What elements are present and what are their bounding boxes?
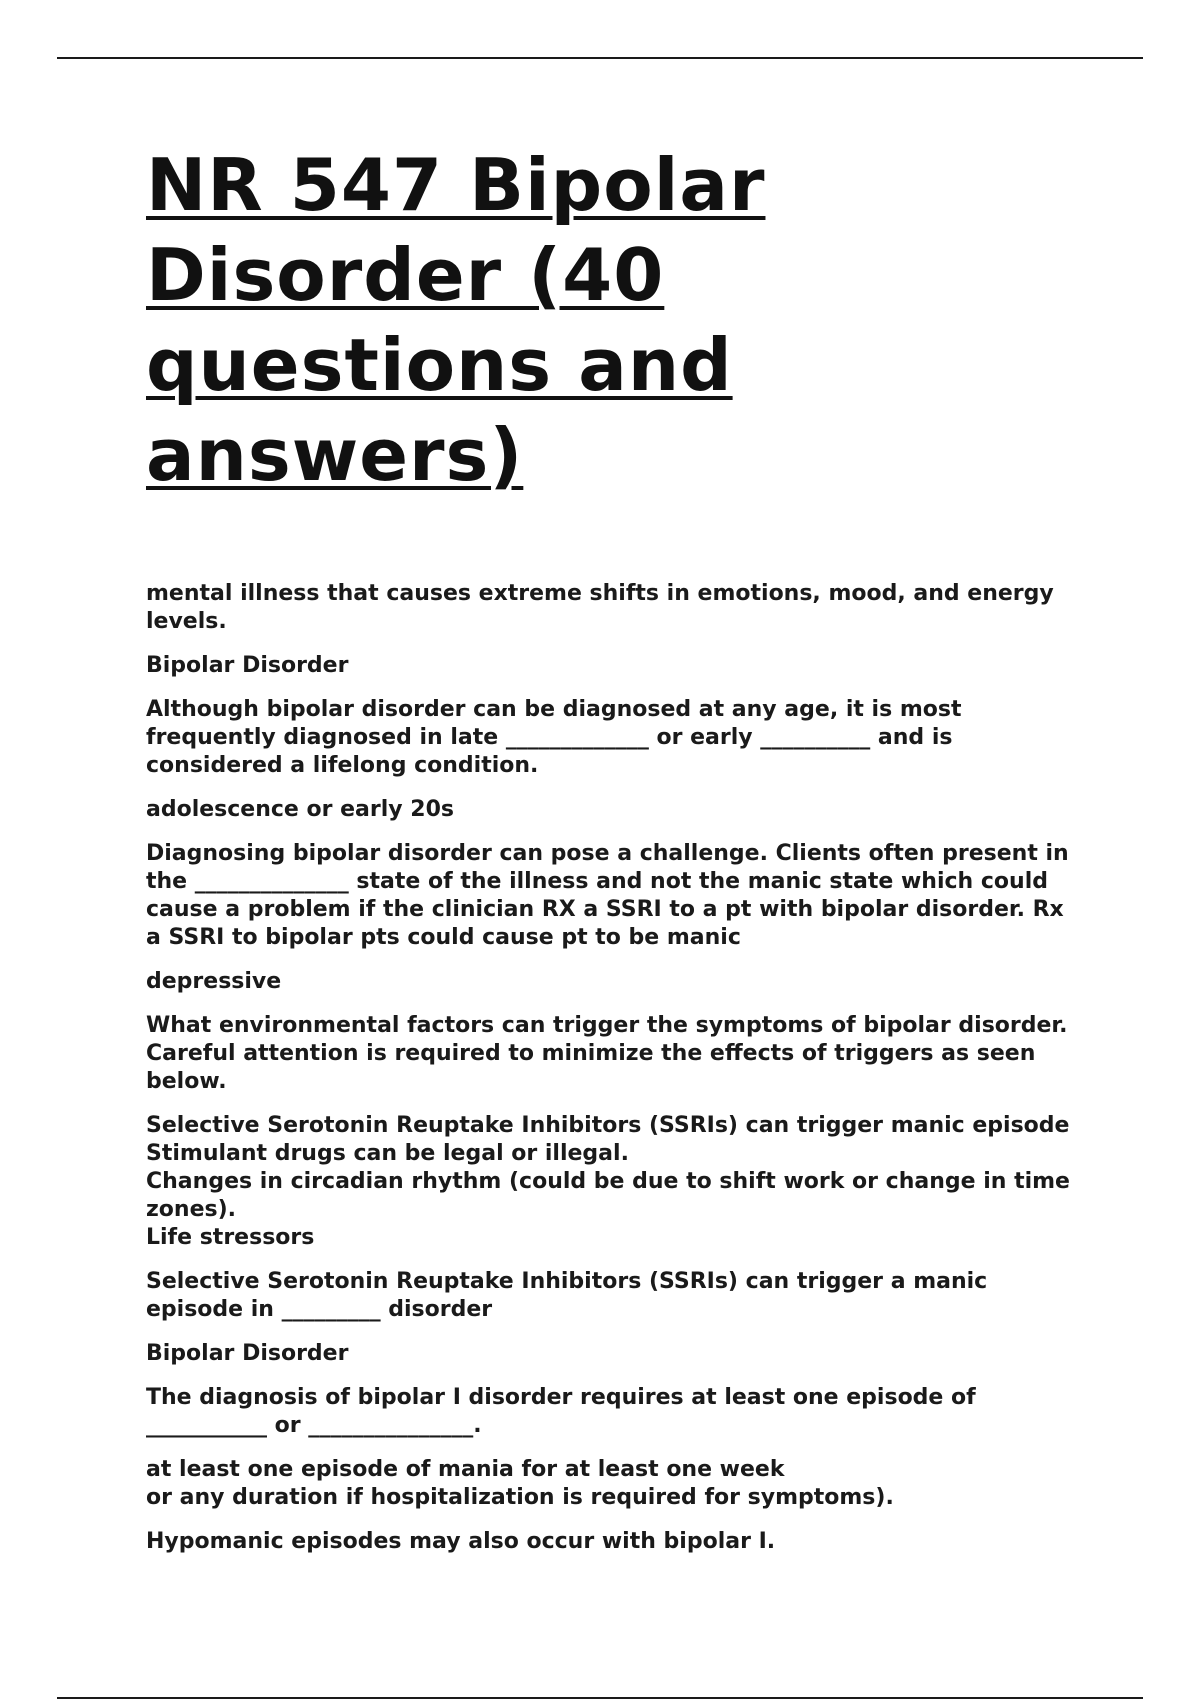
answer-presenting-state: depressive (146, 969, 282, 994)
document-page (146, 140, 1086, 1572)
answer-diagnosis-age: adolescence or early 20s (146, 797, 454, 822)
answer-bipolar-i-diagnosis: at least one episode of mania for at least one week or any duration if hospitalization is required for symptoms). (146, 1457, 894, 1510)
question-presenting-state: Diagnosing bipolar disorder can pose a challenge. Clients often present in the ______________ state of the illness and not the manic state which could cause a problem if the clinician RX a SSRI to a pt with bipolar disorder. Rx a SSRI to bipolar pts could cause pt to be manic (146, 841, 1069, 950)
question-diagnosis-age: Although bipolar disorder can be diagnosed at any age, it is most frequently diagnosed in late _____________ or early __________ and is considered a lifelong condition. (146, 697, 962, 778)
question-bipolar-i-diagnosis: The diagnosis of bipolar I disorder requires at least one episode of ___________ or _______________. (146, 1385, 976, 1438)
bottom-divider (57, 1697, 1143, 1699)
answer-ssri-trigger: Bipolar Disorder (146, 1341, 349, 1366)
question-definition: mental illness that causes extreme shifts in emotions, mood, and energy levels. (146, 581, 1054, 634)
document-title: NR 547 Bipolar Disorder (40 questions and answers) (146, 143, 766, 497)
top-divider (57, 57, 1143, 59)
question-ssri-trigger: Selective Serotonin Reuptake Inhibitors (SSRIs) can trigger a manic episode in _________ disorder (146, 1269, 988, 1322)
qa-list (146, 580, 1086, 1556)
answer-environmental-factors: Selective Serotonin Reuptake Inhibitors (SSRIs) can trigger manic episode Stimulant drugs can be legal or illegal. Changes in circadian rhythm (could be due to shift work or change in time zones). Life stressors (146, 1113, 1070, 1250)
answer-definition: Bipolar Disorder (146, 653, 349, 678)
note-hypomanic-episodes: Hypomanic episodes may also occur with bipolar I. (146, 1529, 776, 1554)
question-environmental-factors: What environmental factors can trigger the symptoms of bipolar disorder. Careful attention is required to minimize the effects of triggers as seen below. (146, 1013, 1068, 1094)
